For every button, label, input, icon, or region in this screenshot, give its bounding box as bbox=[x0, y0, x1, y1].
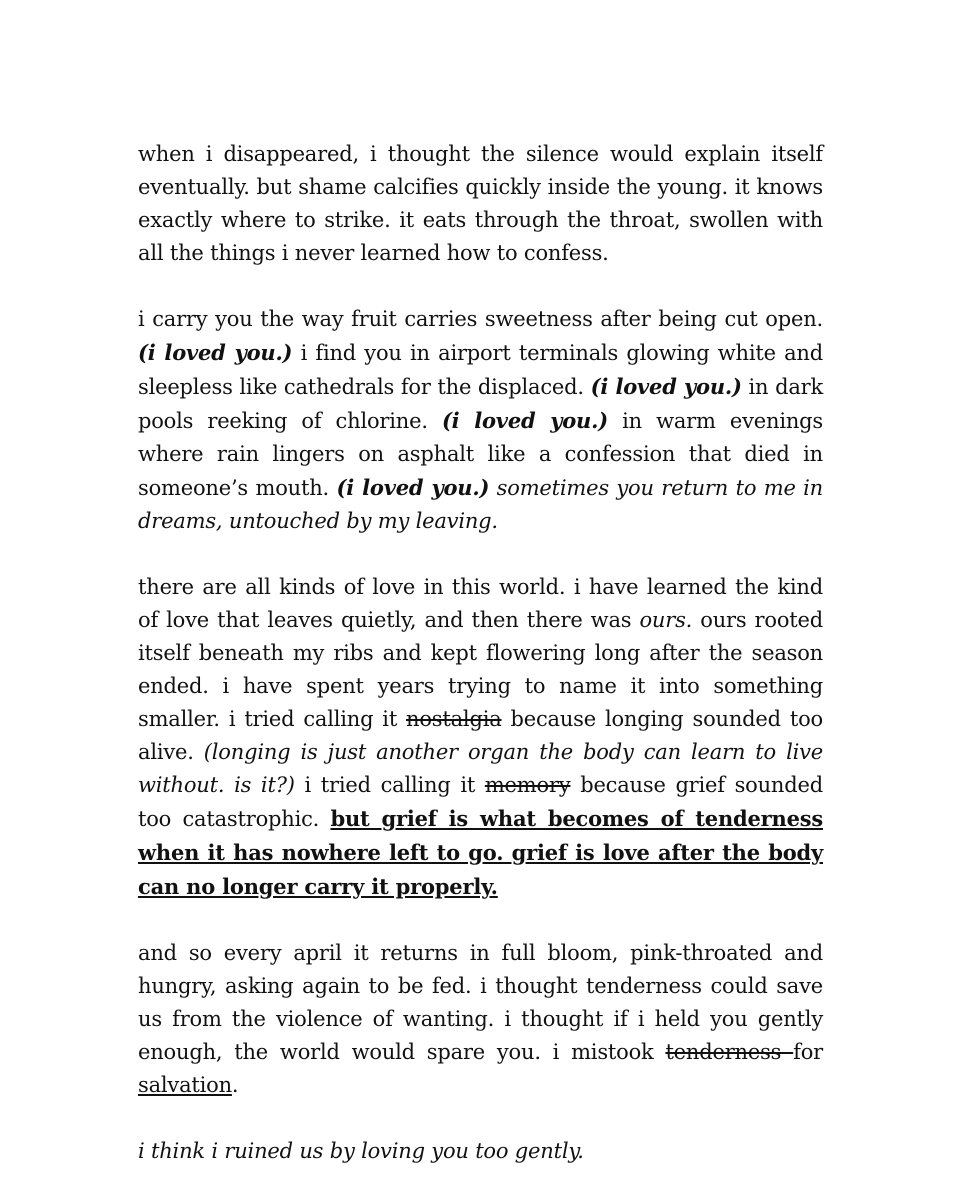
text-segment: and so every april it returns in full bloom, pink-throated and hungry, asking again to be fed. i thought tenderness could save us from the violence of wanting. i thought if i held you gently enough, the world would spare you. i mistook bbox=[138, 941, 823, 1064]
text-segment: in warm evenings where rain lingers on asphalt like a confession that died in someone’s mouth. bbox=[138, 409, 823, 500]
text-segment: because longing sounded too alive. bbox=[138, 707, 823, 764]
text-segment: ours rooted itself beneath my ribs and kept flowering long after the season ended. i have spent years trying to name it into something smaller. i tried calling it bbox=[138, 608, 823, 731]
paragraph-4 bbox=[138, 937, 823, 1102]
text-segment: . bbox=[231, 1073, 239, 1097]
text-segment: because grief sounded too catastrophic. bbox=[138, 773, 823, 831]
italic-aside: (longing is just another organ the body can learn to live without. is it?) bbox=[138, 740, 823, 797]
refrain: (i loved you.) bbox=[336, 475, 490, 500]
italic-word: ours. bbox=[639, 608, 693, 632]
strikethrough-word: nostalgia bbox=[406, 707, 502, 731]
bold-underlined-emphasis: but grief is what becomes of tenderness when it has nowhere left to go. grief is love after the body can no longer carry it properly. bbox=[138, 806, 823, 899]
paragraph-1: when i disappeared, i thought the silence would explain itself eventually. but shame calcifies quickly inside the young. it knows exactly where to strike. it eats through the throat, swollen with all the things i never learned how to confess. bbox=[138, 142, 823, 265]
closing-line: i think i ruined us by loving you too gently. bbox=[138, 1139, 584, 1163]
text-segment: there are all kinds of love in this world. i have learned the kind of love that leaves quietly, and then there was bbox=[138, 575, 823, 632]
text-segment: for bbox=[793, 1040, 823, 1064]
refrain: (i loved you.) bbox=[441, 408, 608, 433]
underlined-word: salvation bbox=[138, 1073, 232, 1097]
text-segment: in dark pools reeking of chlorine. bbox=[138, 375, 824, 433]
italic-segment: sometimes you return to me in dreams, untouched by my leaving. bbox=[138, 476, 823, 533]
strikethrough-word: tenderness bbox=[665, 1040, 794, 1064]
strikethrough-word: memory bbox=[484, 773, 571, 797]
text-segment: i find you in airport terminals glowing white and sleepless like cathedrals for the displaced. bbox=[138, 341, 823, 399]
paragraph-2 bbox=[138, 303, 823, 538]
poem-body bbox=[138, 138, 823, 1168]
paragraph-3 bbox=[138, 571, 823, 904]
refrain: (i loved you.) bbox=[590, 374, 742, 399]
text-segment: i carry you the way fruit carries sweetness after being cut open. bbox=[138, 307, 823, 331]
text-segment: i tried calling it bbox=[294, 773, 485, 797]
refrain: (i loved you.) bbox=[138, 340, 293, 365]
